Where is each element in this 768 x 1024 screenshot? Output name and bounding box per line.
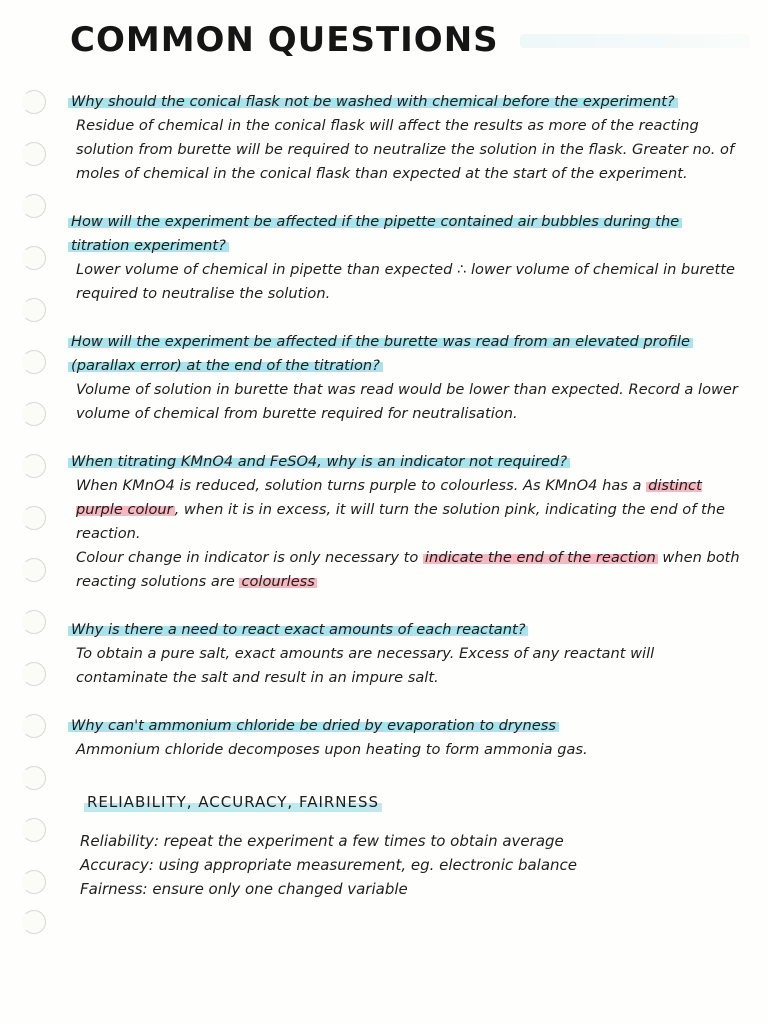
- answer-segment: When KMnO4 is reduced, solution turns purple to colourless. As KMnO4 has a: [76, 477, 647, 494]
- question-text: Why is there a need to react exact amounts of each reactant?: [68, 621, 528, 638]
- reliability-list: [68, 829, 740, 901]
- answer-segment: Lower volume of chemical in pipette than expected ∴ lower volume of chemical in burette required to neutralise the solution.: [76, 261, 735, 302]
- answer-segment: Ammonium chloride decomposes upon heating to form ammonia gas.: [76, 741, 588, 758]
- binder-hole: [22, 662, 46, 686]
- question-text: Why can't ammonium chloride be dried by evaporation to dryness: [68, 717, 559, 734]
- question-text: Why should the conical flask not be washed with chemical before the experiment?: [68, 93, 678, 110]
- bleed-through-mark: [520, 34, 750, 48]
- notes-body: [68, 90, 740, 901]
- binder-hole: [22, 402, 46, 426]
- binder-hole: [22, 766, 46, 790]
- qa-block: [68, 618, 740, 690]
- section-heading: RELIABILITY, ACCURACY, FAIRNESS: [84, 790, 382, 814]
- binder-hole: [22, 610, 46, 634]
- binder-hole: [22, 818, 46, 842]
- key-phrase-highlight: colourless: [241, 573, 315, 590]
- answer-segment: Colour change in indicator is only necessary to: [76, 549, 423, 566]
- binder-hole: [22, 558, 46, 582]
- list-item: Accuracy: using appropriate measurement, eg. electronic balance: [80, 856, 577, 874]
- qa-block: [68, 90, 740, 186]
- answer-text: [68, 258, 740, 306]
- binder-hole: [22, 454, 46, 478]
- answer-text: [68, 474, 740, 546]
- list-item: Reliability: repeat the experiment a few times to obtain average: [80, 832, 564, 850]
- question-text: When titrating KMnO4 and FeSO4, why is an indicator not required?: [68, 453, 570, 470]
- binder-hole: [22, 298, 46, 322]
- page-title: COMMON QUESTIONS: [70, 20, 499, 60]
- qa-block: [68, 714, 740, 762]
- answer-segment: To obtain a pure salt, exact amounts are necessary. Excess of any reactant will contaminate the salt and result in an impure salt.: [76, 645, 655, 686]
- question-text: How will the experiment be affected if the burette was read from an elevated profile (parallax error) at the end of the titration?: [68, 333, 693, 374]
- binder-hole: [22, 142, 46, 166]
- answer-text: [68, 642, 740, 690]
- list-item: Fairness: ensure only one changed variable: [80, 880, 408, 898]
- qa-block: [68, 330, 740, 426]
- answer-segment: Volume of solution in burette that was read would be lower than expected. Record a lower volume of chemical from burette required for neutralisation.: [76, 381, 738, 422]
- binder-hole: [22, 194, 46, 218]
- key-phrase-highlight: distinct purple colour: [76, 477, 702, 518]
- binder-hole: [22, 870, 46, 894]
- reliability-section: [68, 790, 740, 901]
- binder-hole: [22, 714, 46, 738]
- answer-text: [68, 546, 740, 594]
- key-phrase-highlight: indicate the end of the reaction: [424, 549, 656, 566]
- answer-segment: Residue of chemical in the conical flask will affect the results as more of the reacting solution from burette will be required to neutralize the solution in the flask. Greater no. of moles of chemical in the conical flask than expected at the start of the experiment.: [76, 117, 735, 182]
- answer-segment: , when it is in excess, it will turn the solution pink, indicating the end of the reaction.: [76, 501, 725, 542]
- question-text: How will the experiment be affected if the pipette contained air bubbles during the titration experiment?: [68, 213, 682, 254]
- binder-holes: [22, 90, 46, 930]
- binder-hole: [22, 910, 46, 934]
- binder-hole: [22, 90, 46, 114]
- answer-text: [68, 378, 740, 426]
- answer-text: [68, 738, 740, 762]
- answer-text: [68, 114, 740, 186]
- qa-block: [68, 450, 740, 594]
- binder-hole: [22, 350, 46, 374]
- answer-segment: when both reacting solutions are: [76, 549, 740, 590]
- binder-hole: [22, 506, 46, 530]
- qa-block: [68, 210, 740, 306]
- binder-hole: [22, 246, 46, 270]
